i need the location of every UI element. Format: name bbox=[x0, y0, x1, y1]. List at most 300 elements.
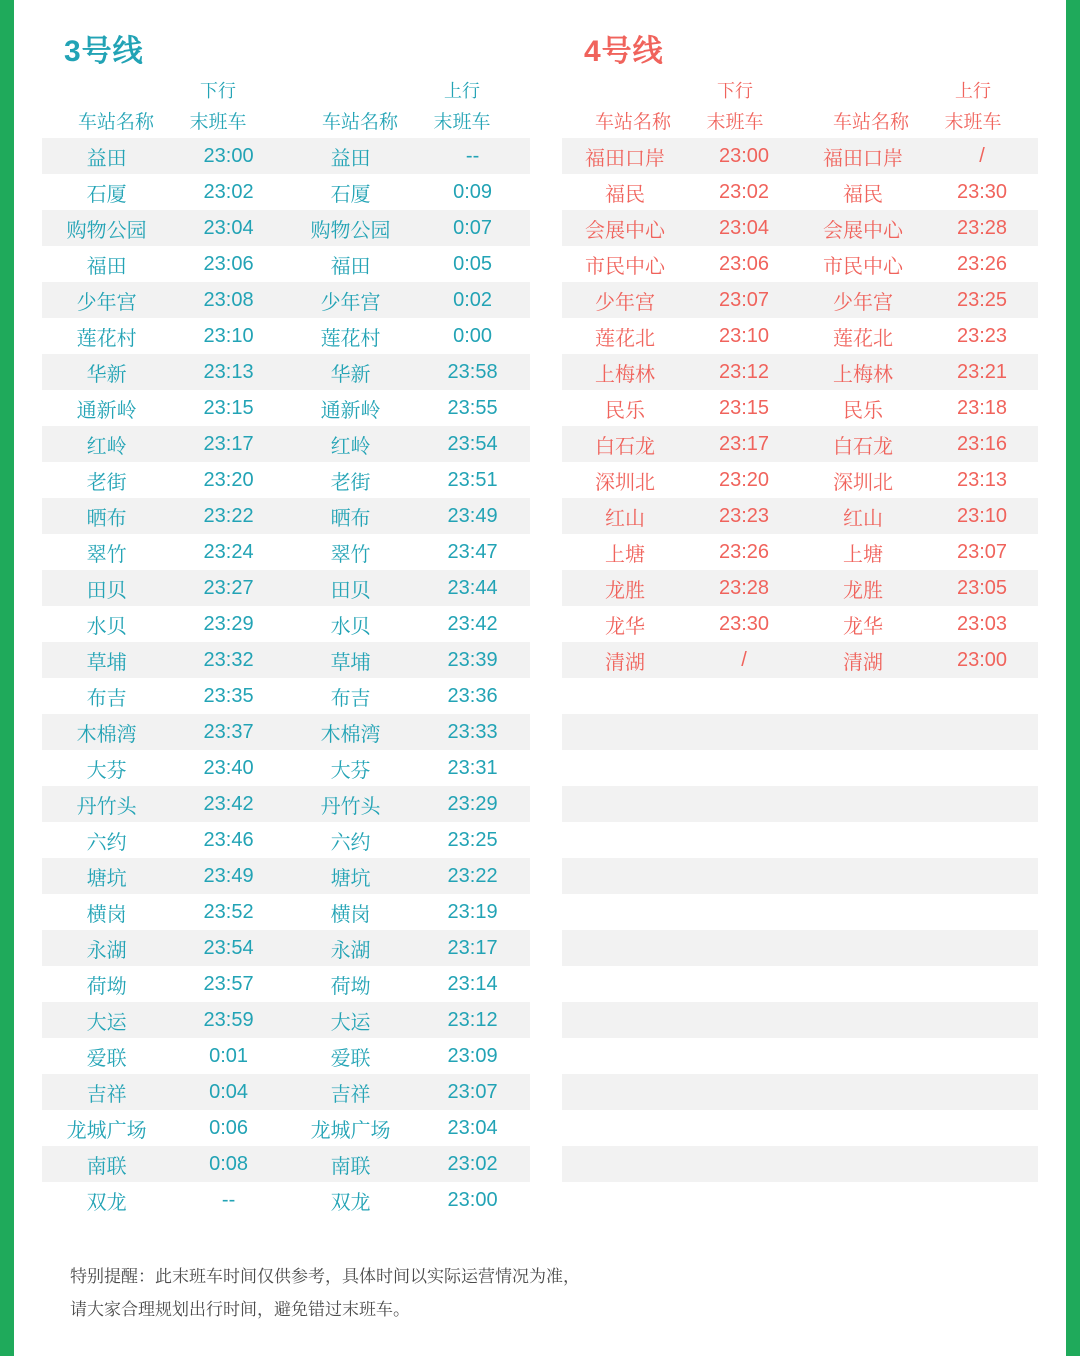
time-cell bbox=[688, 750, 800, 786]
table-row bbox=[562, 462, 1038, 498]
station-cell: 莲花北 bbox=[562, 318, 688, 354]
time-cell bbox=[688, 858, 800, 894]
time-cell: 0:09 bbox=[415, 174, 530, 210]
station-cell: 永湖 bbox=[42, 930, 171, 966]
station-cell: 龙城广场 bbox=[286, 1110, 415, 1146]
table-row bbox=[42, 858, 530, 894]
station-cell: 益田 bbox=[42, 138, 171, 174]
station-cell bbox=[800, 786, 926, 822]
time-cell: 23:09 bbox=[415, 1038, 530, 1074]
line3-header-down bbox=[42, 76, 286, 138]
station-cell bbox=[800, 1110, 926, 1146]
table-row bbox=[42, 894, 530, 930]
line4-header-up-station bbox=[817, 82, 925, 134]
time-cell: 23:33 bbox=[415, 714, 530, 750]
time-cell: 23:30 bbox=[688, 606, 800, 642]
station-cell: 少年宫 bbox=[562, 282, 688, 318]
station-cell: 龙华 bbox=[800, 606, 926, 642]
table-row bbox=[562, 750, 1038, 786]
station-cell: 布吉 bbox=[286, 678, 415, 714]
time-cell bbox=[688, 678, 800, 714]
time-cell: 23:44 bbox=[415, 570, 530, 606]
time-cell: 23:19 bbox=[415, 894, 530, 930]
table-row bbox=[562, 426, 1038, 462]
station-cell: 深圳北 bbox=[562, 462, 688, 498]
time-cell: 23:00 bbox=[926, 642, 1038, 678]
time-cell: 23:26 bbox=[926, 246, 1038, 282]
time-cell bbox=[926, 1074, 1038, 1110]
line3-down-direction-label: 下行 bbox=[200, 81, 236, 101]
time-cell: 23:00 bbox=[415, 1182, 530, 1218]
station-cell: 龙胜 bbox=[562, 570, 688, 606]
time-cell: 23:49 bbox=[171, 858, 286, 894]
time-cell: 23:07 bbox=[688, 282, 800, 318]
table-row bbox=[42, 642, 530, 678]
station-cell: 通新岭 bbox=[42, 390, 171, 426]
time-cell: 23:06 bbox=[171, 246, 286, 282]
station-cell: 晒布 bbox=[42, 498, 171, 534]
table-row bbox=[42, 966, 530, 1002]
station-cell: 永湖 bbox=[286, 930, 415, 966]
time-cell bbox=[926, 714, 1038, 750]
table-row bbox=[562, 534, 1038, 570]
time-cell: 23:55 bbox=[415, 390, 530, 426]
station-cell: 荷坳 bbox=[286, 966, 415, 1002]
time-cell bbox=[688, 930, 800, 966]
time-cell: 0:01 bbox=[171, 1038, 286, 1074]
time-cell bbox=[926, 894, 1038, 930]
time-cell: 23:03 bbox=[926, 606, 1038, 642]
station-cell: 丹竹头 bbox=[286, 786, 415, 822]
station-cell bbox=[562, 1110, 688, 1146]
table-row bbox=[42, 1038, 530, 1074]
station-cell: 莲花北 bbox=[800, 318, 926, 354]
line4-table bbox=[562, 138, 1038, 1218]
line3-header-down-station bbox=[62, 82, 170, 134]
station-cell bbox=[800, 858, 926, 894]
table-row bbox=[42, 1074, 530, 1110]
time-cell: 23:04 bbox=[171, 210, 286, 246]
station-cell: 晒布 bbox=[286, 498, 415, 534]
table-row bbox=[42, 750, 530, 786]
time-cell: 23:22 bbox=[415, 858, 530, 894]
time-cell: 23:06 bbox=[688, 246, 800, 282]
time-cell: 0:02 bbox=[415, 282, 530, 318]
table-row bbox=[42, 174, 530, 210]
table-row bbox=[562, 282, 1038, 318]
station-cell bbox=[800, 1038, 926, 1074]
time-cell: 23:12 bbox=[415, 1002, 530, 1038]
time-cell: 23:13 bbox=[171, 354, 286, 390]
station-cell: 清湖 bbox=[800, 642, 926, 678]
station-cell bbox=[562, 1002, 688, 1038]
time-cell: 23:20 bbox=[688, 462, 800, 498]
station-cell: 六约 bbox=[42, 822, 171, 858]
station-cell: 龙城广场 bbox=[42, 1110, 171, 1146]
station-cell: 田贝 bbox=[286, 570, 415, 606]
station-cell: 龙华 bbox=[562, 606, 688, 642]
station-cell bbox=[562, 1146, 688, 1182]
time-cell: 23:15 bbox=[171, 390, 286, 426]
station-cell: 民乐 bbox=[562, 390, 688, 426]
time-cell bbox=[926, 1002, 1038, 1038]
time-cell: 23:13 bbox=[926, 462, 1038, 498]
station-cell: 横岗 bbox=[286, 894, 415, 930]
table-row bbox=[562, 246, 1038, 282]
time-cell: 23:00 bbox=[688, 138, 800, 174]
station-cell: 爱联 bbox=[42, 1038, 171, 1074]
station-cell bbox=[800, 966, 926, 1002]
station-cell: 石厦 bbox=[286, 174, 415, 210]
time-cell bbox=[926, 786, 1038, 822]
station-cell: 红岭 bbox=[42, 426, 171, 462]
time-cell: 23:05 bbox=[926, 570, 1038, 606]
table-row bbox=[42, 426, 530, 462]
station-cell bbox=[800, 678, 926, 714]
table-row bbox=[42, 210, 530, 246]
time-cell bbox=[688, 1146, 800, 1182]
table-row bbox=[562, 678, 1038, 714]
time-cell bbox=[926, 1038, 1038, 1074]
time-cell: 23:27 bbox=[171, 570, 286, 606]
time-cell: 23:07 bbox=[926, 534, 1038, 570]
station-cell: 双龙 bbox=[42, 1182, 171, 1218]
station-cell: 木棉湾 bbox=[286, 714, 415, 750]
time-cell: -- bbox=[171, 1182, 286, 1218]
table-row bbox=[42, 930, 530, 966]
table-row bbox=[42, 786, 530, 822]
line4-header-up-station-label: 车站名称 bbox=[832, 112, 909, 133]
time-cell: 23:32 bbox=[171, 642, 286, 678]
time-cell: 23:02 bbox=[688, 174, 800, 210]
table-row bbox=[562, 210, 1038, 246]
time-cell bbox=[926, 822, 1038, 858]
station-cell: 福田 bbox=[42, 246, 171, 282]
time-cell: 23:36 bbox=[415, 678, 530, 714]
line4-header-up-time-label: 末班车 bbox=[944, 112, 1002, 133]
station-cell: 吉祥 bbox=[286, 1074, 415, 1110]
table-row bbox=[562, 930, 1038, 966]
line3-header-up-time-label: 末班车 bbox=[433, 112, 491, 133]
station-cell: 红山 bbox=[562, 498, 688, 534]
station-cell: 购物公园 bbox=[286, 210, 415, 246]
table-row bbox=[42, 246, 530, 282]
time-cell: 23:08 bbox=[171, 282, 286, 318]
station-cell: 深圳北 bbox=[800, 462, 926, 498]
time-cell bbox=[926, 930, 1038, 966]
station-cell bbox=[562, 714, 688, 750]
time-cell bbox=[688, 1038, 800, 1074]
time-cell bbox=[688, 1110, 800, 1146]
line3-table bbox=[42, 138, 530, 1218]
station-cell: 华新 bbox=[42, 354, 171, 390]
right-green-border bbox=[1066, 0, 1080, 1356]
timetable-page bbox=[14, 0, 1066, 1356]
station-cell: 老街 bbox=[42, 462, 171, 498]
time-cell: 23:37 bbox=[171, 714, 286, 750]
line4-header-down-station-label: 车站名称 bbox=[594, 112, 671, 133]
line-title-4: 4号线 bbox=[584, 35, 664, 68]
table-row bbox=[42, 138, 530, 174]
line3-header-down-time bbox=[170, 77, 266, 134]
table-row bbox=[42, 606, 530, 642]
table-row bbox=[42, 318, 530, 354]
time-cell: 23:25 bbox=[415, 822, 530, 858]
time-cell: 23:17 bbox=[415, 930, 530, 966]
station-cell: 翠竹 bbox=[42, 534, 171, 570]
station-cell: 福田口岸 bbox=[562, 138, 688, 174]
station-cell: 购物公园 bbox=[42, 210, 171, 246]
table-row bbox=[562, 390, 1038, 426]
table-row bbox=[42, 570, 530, 606]
line3-header-down-station-label: 车站名称 bbox=[77, 112, 154, 133]
table-row bbox=[42, 822, 530, 858]
table-row bbox=[562, 1182, 1038, 1218]
time-cell: 23:29 bbox=[171, 606, 286, 642]
station-cell bbox=[800, 714, 926, 750]
station-cell bbox=[562, 1038, 688, 1074]
station-cell bbox=[562, 1182, 688, 1218]
note-line-2: 请大家合理规划出行时间，避免错过末班车。 bbox=[70, 1299, 410, 1319]
station-cell bbox=[800, 894, 926, 930]
line4-up-direction-label: 上行 bbox=[955, 81, 991, 101]
table-row bbox=[562, 174, 1038, 210]
time-cell: 23:17 bbox=[688, 426, 800, 462]
time-cell: 23:52 bbox=[171, 894, 286, 930]
station-cell bbox=[800, 822, 926, 858]
station-cell: 草埔 bbox=[286, 642, 415, 678]
station-cell: 木棉湾 bbox=[42, 714, 171, 750]
station-cell bbox=[800, 750, 926, 786]
line3-header-up bbox=[286, 76, 530, 138]
time-cell bbox=[688, 822, 800, 858]
table-row bbox=[562, 1074, 1038, 1110]
station-cell: 大运 bbox=[42, 1002, 171, 1038]
table-row bbox=[562, 318, 1038, 354]
table-row bbox=[42, 1110, 530, 1146]
table-row bbox=[562, 822, 1038, 858]
table-row bbox=[562, 138, 1038, 174]
table-row bbox=[562, 642, 1038, 678]
time-cell: 23:58 bbox=[415, 354, 530, 390]
station-cell: 民乐 bbox=[800, 390, 926, 426]
time-cell: 23:21 bbox=[926, 354, 1038, 390]
time-cell: 23:23 bbox=[926, 318, 1038, 354]
line3-header-up-station bbox=[306, 82, 414, 134]
time-cell: 23:24 bbox=[171, 534, 286, 570]
station-cell: 少年宫 bbox=[800, 282, 926, 318]
time-cell bbox=[926, 966, 1038, 1002]
station-cell: 少年宫 bbox=[286, 282, 415, 318]
time-cell: 23:26 bbox=[688, 534, 800, 570]
time-cell: 23:15 bbox=[688, 390, 800, 426]
station-cell bbox=[562, 750, 688, 786]
station-cell bbox=[562, 966, 688, 1002]
time-cell: 23:10 bbox=[926, 498, 1038, 534]
station-cell: 上塘 bbox=[562, 534, 688, 570]
time-cell: 23:46 bbox=[171, 822, 286, 858]
station-cell bbox=[562, 858, 688, 894]
station-cell: 双龙 bbox=[286, 1182, 415, 1218]
table-row bbox=[562, 1146, 1038, 1182]
line4-header-up bbox=[800, 76, 1038, 138]
table-row bbox=[562, 786, 1038, 822]
time-cell bbox=[926, 1182, 1038, 1218]
station-cell bbox=[800, 1146, 926, 1182]
time-cell: 23:54 bbox=[171, 930, 286, 966]
station-cell: 横岗 bbox=[42, 894, 171, 930]
time-cell bbox=[688, 894, 800, 930]
station-cell bbox=[562, 678, 688, 714]
line4-down-direction-label: 下行 bbox=[717, 81, 753, 101]
station-cell: 大运 bbox=[286, 1002, 415, 1038]
time-cell: 23:14 bbox=[415, 966, 530, 1002]
station-cell: 龙胜 bbox=[800, 570, 926, 606]
station-cell: 大芬 bbox=[42, 750, 171, 786]
table-row bbox=[42, 534, 530, 570]
station-cell: 莲花村 bbox=[286, 318, 415, 354]
table-row bbox=[562, 570, 1038, 606]
station-cell bbox=[800, 1002, 926, 1038]
station-cell: 市民中心 bbox=[800, 246, 926, 282]
time-cell bbox=[688, 1074, 800, 1110]
station-cell bbox=[562, 894, 688, 930]
time-cell: 23:42 bbox=[415, 606, 530, 642]
time-cell: / bbox=[926, 138, 1038, 174]
station-cell: 草埔 bbox=[42, 642, 171, 678]
table-row bbox=[42, 462, 530, 498]
station-cell: 福田口岸 bbox=[800, 138, 926, 174]
table-row bbox=[42, 1002, 530, 1038]
time-cell: 23:02 bbox=[171, 174, 286, 210]
time-cell: 23:35 bbox=[171, 678, 286, 714]
time-cell bbox=[926, 858, 1038, 894]
table-row bbox=[562, 714, 1038, 750]
time-cell: 23:23 bbox=[688, 498, 800, 534]
table-row bbox=[562, 354, 1038, 390]
line3-header-up-station-label: 车站名称 bbox=[321, 112, 398, 133]
line4-header-up-time bbox=[925, 77, 1021, 134]
line4-header-row bbox=[562, 76, 1038, 138]
station-cell: 南联 bbox=[42, 1146, 171, 1182]
line4-header-down-time bbox=[687, 77, 783, 134]
station-cell: 南联 bbox=[286, 1146, 415, 1182]
time-cell: 23:20 bbox=[171, 462, 286, 498]
table-row bbox=[562, 606, 1038, 642]
time-cell: 23:10 bbox=[688, 318, 800, 354]
table-row bbox=[562, 1038, 1038, 1074]
time-cell bbox=[926, 1146, 1038, 1182]
time-cell: 23:07 bbox=[415, 1074, 530, 1110]
table-row bbox=[42, 498, 530, 534]
time-cell: -- bbox=[415, 138, 530, 174]
station-cell bbox=[562, 786, 688, 822]
time-cell bbox=[688, 786, 800, 822]
table-row bbox=[42, 354, 530, 390]
time-cell: 23:28 bbox=[926, 210, 1038, 246]
station-cell: 通新岭 bbox=[286, 390, 415, 426]
table-row bbox=[562, 1002, 1038, 1038]
station-cell: 老街 bbox=[286, 462, 415, 498]
time-cell: 23:30 bbox=[926, 174, 1038, 210]
station-cell: 塘坑 bbox=[286, 858, 415, 894]
station-cell: 丹竹头 bbox=[42, 786, 171, 822]
station-cell: 六约 bbox=[286, 822, 415, 858]
line-block-3 bbox=[42, 10, 540, 1218]
station-cell: 会展中心 bbox=[562, 210, 688, 246]
time-cell: 0:05 bbox=[415, 246, 530, 282]
station-cell: 莲花村 bbox=[42, 318, 171, 354]
time-cell: 23:10 bbox=[171, 318, 286, 354]
station-cell: 田贝 bbox=[42, 570, 171, 606]
time-cell: 23:47 bbox=[415, 534, 530, 570]
station-cell: 白石龙 bbox=[800, 426, 926, 462]
station-cell bbox=[800, 930, 926, 966]
table-row bbox=[42, 1182, 530, 1218]
station-cell bbox=[562, 930, 688, 966]
time-cell bbox=[926, 1110, 1038, 1146]
time-cell: 23:28 bbox=[688, 570, 800, 606]
time-cell bbox=[926, 678, 1038, 714]
station-cell: 上塘 bbox=[800, 534, 926, 570]
station-cell: 少年宫 bbox=[42, 282, 171, 318]
line3-up-direction-label: 上行 bbox=[444, 81, 480, 101]
time-cell: 23:12 bbox=[688, 354, 800, 390]
line3-header-up-time bbox=[414, 77, 510, 134]
table-row bbox=[562, 894, 1038, 930]
time-cell: 23:29 bbox=[415, 786, 530, 822]
station-cell: 市民中心 bbox=[562, 246, 688, 282]
station-cell: 福民 bbox=[800, 174, 926, 210]
station-cell: 红岭 bbox=[286, 426, 415, 462]
time-cell: 23:42 bbox=[171, 786, 286, 822]
time-cell bbox=[926, 750, 1038, 786]
line4-header-down-time-label: 末班车 bbox=[706, 112, 764, 133]
line3-header-row bbox=[42, 76, 530, 138]
station-cell: 爱联 bbox=[286, 1038, 415, 1074]
time-cell: 23:51 bbox=[415, 462, 530, 498]
time-cell: 0:04 bbox=[171, 1074, 286, 1110]
time-cell: 23:00 bbox=[171, 138, 286, 174]
time-cell: 0:00 bbox=[415, 318, 530, 354]
station-cell: 福田 bbox=[286, 246, 415, 282]
time-cell bbox=[688, 1182, 800, 1218]
table-row bbox=[42, 1146, 530, 1182]
line4-header-down bbox=[562, 76, 800, 138]
station-cell: 布吉 bbox=[42, 678, 171, 714]
station-cell: 石厦 bbox=[42, 174, 171, 210]
table-row bbox=[42, 678, 530, 714]
station-cell bbox=[800, 1074, 926, 1110]
time-cell: 0:07 bbox=[415, 210, 530, 246]
time-cell bbox=[688, 1002, 800, 1038]
station-cell bbox=[800, 1182, 926, 1218]
station-cell: 清湖 bbox=[562, 642, 688, 678]
time-cell bbox=[688, 714, 800, 750]
time-cell: 23:16 bbox=[926, 426, 1038, 462]
table-row bbox=[42, 714, 530, 750]
time-cell: 23:04 bbox=[688, 210, 800, 246]
station-cell: 塘坑 bbox=[42, 858, 171, 894]
station-cell bbox=[562, 822, 688, 858]
line-title-3: 3号线 bbox=[64, 35, 144, 68]
station-cell: 翠竹 bbox=[286, 534, 415, 570]
time-cell: 23:59 bbox=[171, 1002, 286, 1038]
table-row bbox=[562, 858, 1038, 894]
station-cell bbox=[562, 1074, 688, 1110]
note-block bbox=[70, 1261, 580, 1326]
time-cell: 0:06 bbox=[171, 1110, 286, 1146]
